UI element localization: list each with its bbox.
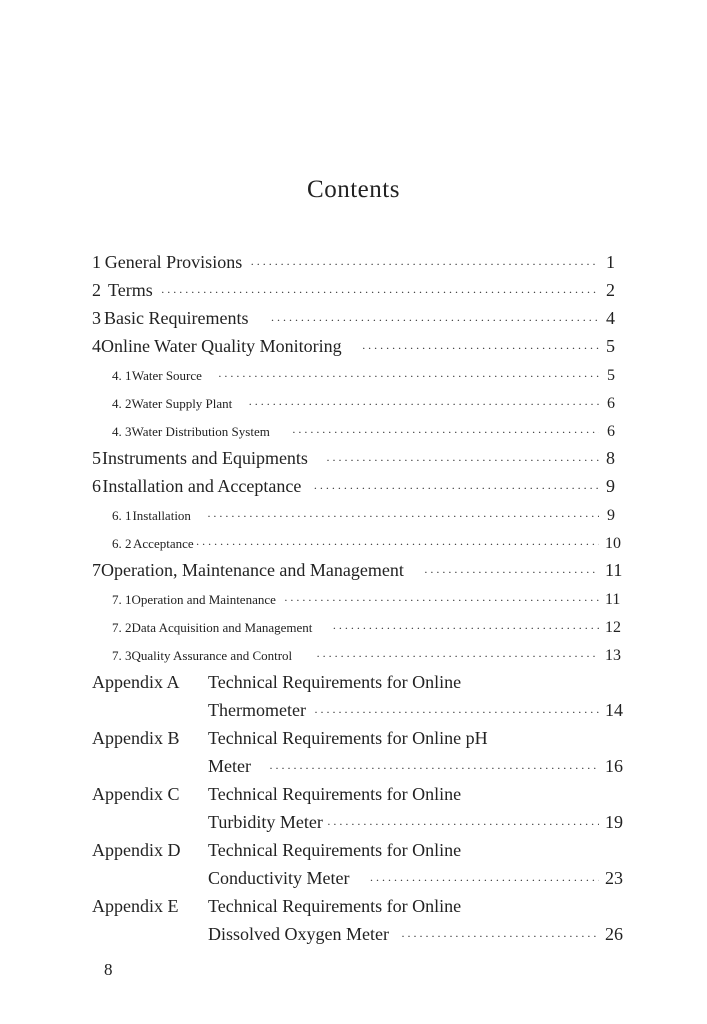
toc-entry-number: 7. 2 bbox=[112, 620, 132, 635]
toc-entry-number: 4. 1 bbox=[112, 368, 132, 383]
appendix-id[interactable]: Appendix A bbox=[92, 672, 180, 692]
toc-entry-page: 10 bbox=[605, 535, 621, 552]
toc-entry-page: 11 bbox=[605, 591, 621, 608]
toc-entry-page: 23 bbox=[605, 868, 623, 888]
toc-entry-number: 3 bbox=[92, 308, 101, 328]
toc-leader bbox=[326, 453, 599, 468]
toc-entry-label: Online Water Quality Monitoring bbox=[101, 336, 342, 356]
toc-entry-page: 14 bbox=[605, 700, 623, 720]
appendix-id[interactable]: Appendix C bbox=[92, 784, 180, 804]
toc-leader bbox=[314, 705, 599, 720]
toc-leader bbox=[362, 341, 599, 356]
toc-entry-page: 1 bbox=[606, 252, 615, 272]
toc-leader bbox=[284, 593, 599, 608]
appendix-entry[interactable] bbox=[208, 756, 623, 777]
toc-entry-label: General Provisions bbox=[104, 252, 243, 272]
appendix-id[interactable]: Appendix B bbox=[92, 728, 180, 748]
appendix-title[interactable]: Technical Requirements for Online pH bbox=[208, 728, 488, 748]
toc-subentry[interactable] bbox=[112, 367, 615, 385]
toc-entry-number: 7. 3 bbox=[112, 648, 132, 663]
toc-entry-label: Installation and Acceptance bbox=[102, 476, 302, 496]
toc-entry-number: 7. 1 bbox=[112, 592, 132, 607]
toc-entry-page: 2 bbox=[606, 280, 615, 300]
page-number: 8 bbox=[104, 960, 113, 979]
toc-leader bbox=[248, 397, 599, 412]
toc-leader bbox=[269, 761, 599, 776]
toc-leader bbox=[218, 369, 599, 384]
appendix-title[interactable]: Technical Requirements for Online bbox=[208, 896, 462, 916]
appendix-title[interactable]: Technical Requirements for Online bbox=[208, 784, 462, 804]
toc-subentry[interactable] bbox=[112, 591, 621, 609]
toc-leader bbox=[332, 621, 599, 636]
toc-entry-number: 4. 2 bbox=[112, 396, 132, 411]
toc-entry-page: 26 bbox=[605, 924, 623, 944]
toc-entry-label: Water Supply Plant bbox=[131, 396, 233, 411]
toc-subentry[interactable] bbox=[112, 647, 621, 665]
toc-entry-label: Terms bbox=[107, 280, 153, 300]
toc-entry-label: Instruments and Equipments bbox=[101, 448, 308, 468]
toc-entry-page: 9 bbox=[606, 476, 615, 496]
toc-leader bbox=[424, 565, 599, 580]
toc-entry-label: Operation and Maintenance bbox=[131, 592, 276, 607]
toc-entry-number: 6 bbox=[92, 476, 101, 496]
toc-subentry[interactable] bbox=[112, 395, 615, 413]
toc-entry-page: 11 bbox=[605, 560, 623, 580]
toc-leader bbox=[250, 257, 599, 272]
toc-entry-page: 8 bbox=[606, 448, 615, 468]
toc-leader bbox=[161, 285, 599, 300]
appendix-entry[interactable] bbox=[208, 812, 623, 833]
page-title: Contents bbox=[307, 176, 400, 203]
toc-entry-label: Basic Requirements bbox=[103, 308, 249, 328]
toc-subentry[interactable] bbox=[112, 507, 615, 525]
toc-entry[interactable] bbox=[92, 560, 623, 581]
appendix-title-cont: Turbidity Meter bbox=[208, 812, 323, 832]
toc-entry-number: 4 bbox=[92, 336, 101, 356]
toc-entry-number: 2 bbox=[92, 280, 101, 300]
toc-entry[interactable] bbox=[92, 252, 615, 273]
toc-subentry[interactable] bbox=[112, 535, 621, 553]
toc-entry-number: 6. 2 bbox=[112, 536, 132, 551]
toc-entry-page: 4 bbox=[606, 308, 615, 328]
toc-entry-page: 9 bbox=[607, 507, 615, 524]
toc-leader bbox=[369, 873, 599, 888]
toc-leader bbox=[316, 649, 599, 664]
appendix-title-cont: Conductivity Meter bbox=[208, 868, 350, 888]
toc-entry-label: Data Acquisition and Management bbox=[131, 620, 313, 635]
appendix-entry[interactable] bbox=[208, 924, 623, 945]
toc-leader bbox=[270, 313, 599, 328]
toc-entry-label: Quality Assurance and Control bbox=[131, 648, 293, 663]
appendix-title-cont: Meter bbox=[208, 756, 251, 776]
appendix-title-cont: Dissolved Oxygen Meter bbox=[208, 924, 389, 944]
toc-leader bbox=[196, 537, 599, 552]
toc-entry-label: Water Distribution System bbox=[131, 424, 270, 439]
toc-entry-page: 13 bbox=[605, 647, 621, 664]
toc-entry-label: Water Source bbox=[131, 368, 202, 383]
toc-entry[interactable] bbox=[92, 448, 615, 469]
toc-leader bbox=[313, 481, 599, 496]
toc-leader bbox=[207, 509, 599, 524]
appendix-title-cont: Thermometer bbox=[208, 700, 306, 720]
toc-entry-page: 16 bbox=[605, 756, 623, 776]
toc-entry-page: 6 bbox=[607, 423, 615, 440]
appendix-entry[interactable] bbox=[208, 868, 623, 889]
toc-entry-page: 5 bbox=[607, 367, 615, 384]
toc-entry[interactable] bbox=[92, 308, 615, 329]
toc-entry-number: 4. 3 bbox=[112, 424, 132, 439]
toc-entry[interactable] bbox=[92, 280, 615, 301]
appendix-entry[interactable] bbox=[208, 700, 623, 721]
appendix-title[interactable]: Technical Requirements for Online bbox=[208, 672, 462, 692]
toc-entry-number: 6. 1 bbox=[112, 508, 132, 523]
toc-entry-number: 7 bbox=[92, 560, 101, 580]
appendix-title[interactable]: Technical Requirements for Online bbox=[208, 840, 462, 860]
toc-entry-page: 12 bbox=[605, 619, 621, 636]
toc-leader bbox=[292, 425, 599, 440]
appendix-id[interactable]: Appendix E bbox=[92, 896, 179, 916]
toc-subentry[interactable] bbox=[112, 619, 621, 637]
toc-subentry[interactable] bbox=[112, 423, 615, 441]
toc-entry-page: 5 bbox=[606, 336, 615, 356]
toc-entry-page: 19 bbox=[605, 812, 623, 832]
appendix-id[interactable]: Appendix D bbox=[92, 840, 181, 860]
toc-leader bbox=[401, 929, 599, 944]
toc-entry-number: 5 bbox=[92, 448, 101, 468]
toc-leader bbox=[327, 817, 599, 832]
toc-entry-label: Installation bbox=[132, 508, 191, 523]
toc-entry-page: 6 bbox=[607, 395, 615, 412]
toc-entry-number: 1 bbox=[92, 252, 101, 272]
toc-entry-label: Operation, Maintenance and Management bbox=[101, 560, 404, 580]
toc-entry-label: Acceptance bbox=[133, 536, 194, 551]
toc-entry[interactable] bbox=[92, 476, 615, 497]
toc-entry[interactable] bbox=[92, 336, 615, 357]
